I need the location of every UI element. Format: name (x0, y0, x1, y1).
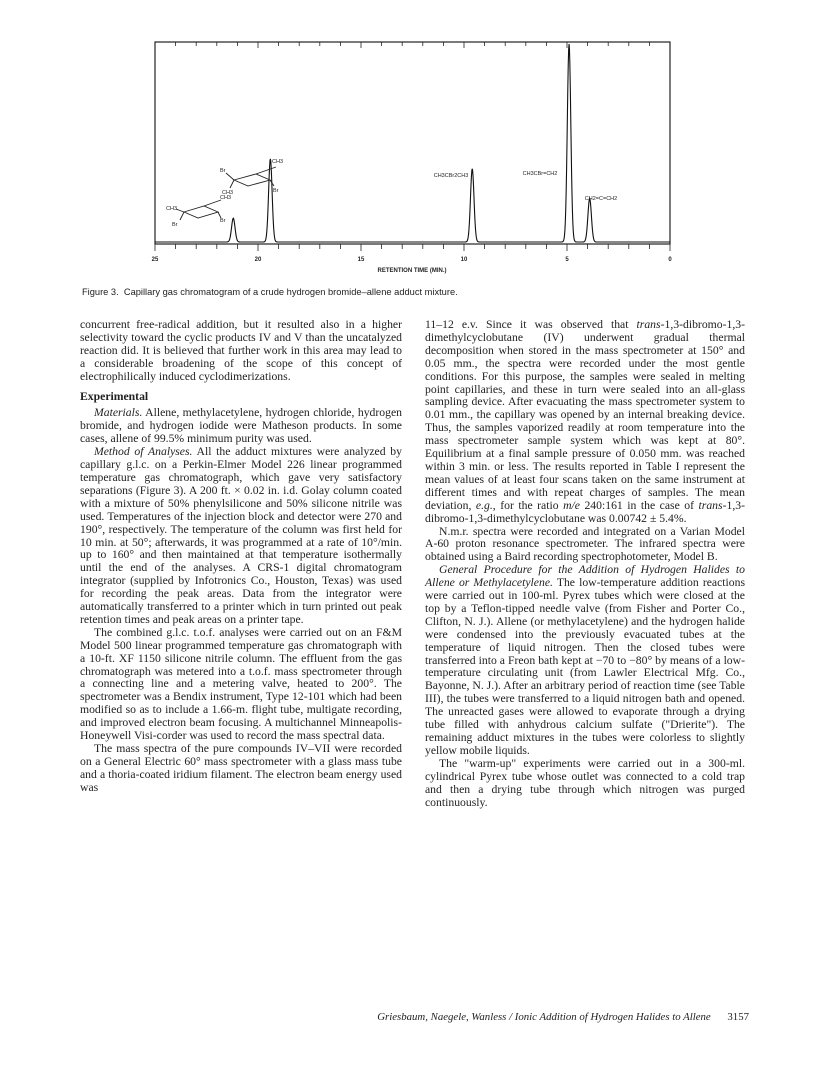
ring-upper (234, 174, 270, 186)
paragraph-intro: concurrent free-radical addition, but it resulted also in a higher selectivity toward the cyclic products IV and V than the uncatalyzed reaction did. It is believed that further work in this area may lead to a considerable broadening of the scope of this concept of electrophilically induced cyclodimerizations. (80, 318, 402, 383)
right-column (425, 319, 745, 809)
bond-ch3-lower (230, 180, 234, 188)
bond-ch3-upper (256, 167, 276, 174)
top-ticks (155, 42, 670, 48)
atom-ch3-lower-right: CH3 (220, 195, 232, 201)
x-tick-label: 10 (460, 257, 468, 263)
text-run: -1,3-dibromo-1,3-dimethylcyclobutane was 0.00742 ± 5.4%. (425, 498, 745, 525)
structure-dibromo-dimethylcyclobutane-lower (176, 200, 221, 220)
paragraph-electron-energy (425, 319, 745, 526)
bottom-ticks (155, 244, 670, 251)
atom-ch3-lower-left: CH3 (166, 206, 178, 212)
atom-ch3-top: CH3 (272, 159, 284, 165)
paragraph-materials (80, 407, 402, 446)
atom-br-left: Br (220, 168, 226, 174)
peak-label-ch3cbr2ch3: CH3CBr2CH3 (433, 173, 469, 179)
paragraph-mass-spectra: The mass spectra of the pure compounds IV–VII were recorded on a General Electric 60° mass spectrometer with a glass mass tube and a thoria-coated iridium filament. The electron beam energy used was (80, 742, 402, 794)
atom-br-right: Br (273, 188, 279, 194)
text-run: -1,3-dibromo-1,3-dimethylcyclobutane (IV) underwent gradual thermal decomposition when stored in the mass spectrometer at 150° and 0.05 mm., the spectra were recorded under the most gentle conditions. For this purpose, the samples were sealed in melting point capillaries, and these in turn were sealed into an all-glass sampling device. After evacuating the mass spectrometer system to 0.01 mm., the capillary was opened by an internal breaking device. Thus, the samples vaporized readily at room temperature into the mass spectrometer sample system which was kept at 80°. Equilibrium at a final sample pressure of 0.050 mm. was reached within 3 min. or less. The results reported in Table I represent the mean values of at least four scans taken on the same instrument at different times and with repeat charges of samples. The mean deviation, (425, 318, 745, 512)
running-citation: Griesbaum, Naegele, Wanless / Ionic Addition of Hydrogen Halides to Allene (377, 1011, 711, 1023)
x-tick-label: 20 (254, 257, 262, 263)
bond-br-left-2 (180, 212, 184, 220)
figure-caption (82, 287, 458, 297)
text-run: , for the ratio (492, 498, 564, 512)
paragraph-method (80, 446, 402, 627)
figure-caption-text: Capillary gas chromatogram of a crude hydrogen bromide–allene adduct mixture. (123, 287, 458, 297)
atom-br-lower-right: Br (220, 218, 226, 224)
bond-ch3-left-2 (176, 209, 184, 212)
materials-text: Allene, methylacetylene, hydrogen chloride, hydrogen bromide, and hydrogen iodide were Matheson products. In some cases, allene of 99.5% minimum purity was used. (80, 406, 402, 446)
paragraph-glc-tof: The combined g.l.c. t.o.f. analyses were carried out on an F&M Model 500 linear programmed temperature gas chromatograph with a 10-ft. XF 1150 silicone nitrile column. The effluent from the gas chromatograph was metered into a t.o.f. mass spectrometer through a connecting line and a metering valve, heated to 200°. The spectrometer was a Bendix instrument, Type 12-101 which had been modified so as to include a 1.66-m. flight tube, multigate recording, and improved electron beam focusing. A multichannel Minneapolis-Honeywell Visi-corder was used to record the mass spectral data. (80, 625, 402, 743)
method-text: All the adduct mixtures were analyzed by capillary g.l.c. on a Perkin-Elmer Model 226 linear programmed temperature gas chromatograph, which gave very satisfactory separations (Figure 3). A 200 ft. × 0.02 in. i.d. Golay column coated with a mixture of 50% phenylsilicone and 50% silicone nitrile was used. Temperatures of the injection block and detector were 270 and 190°, respectively. The temperature of the column was first held for 10 min. at 50°; afterwards, it was programmed at a rate of 10°/min. up to 160° and then maintained at that temperature isothermally until the end of the analyses. A CRS-1 digital chromatogram integrator (supplied by Infotronics Co., Houston, Texas) was used for recording the peak areas. Data from the integrator were automatically transferred to a printer which in turn printed out peak retention times and peak areas on a printer tape. (80, 445, 402, 626)
tick-labels (152, 257, 673, 263)
ring-lower (184, 206, 218, 218)
chromatogram-trace (155, 44, 670, 242)
left-column (80, 319, 402, 795)
general-procedure-text: The low-temperature addition reactions were carried out in 100-ml. Pyrex tubes which were closed at the top by a Teflon-tipped needle valve (from Fisher and Porter Co., Clifton, N. J.). Allene (or methylacetylene) and the hydrogen halide were condensed into the previously evacuated tubes at the temperature of liquid nitrogen. Then the closed tubes were transferred into a Freon bath kept at −70 to −80° by means of a low-temperature circulating unit (from Lawler Electrical Mfg. Co., Bayonne, N. J.). After an arbitrary period of reaction time (see Table III), the tubes were transferred to a liquid nitrogen bath and opened. The unreacted gases were allowed to evaporate through a drying tube filled with anhydrous calcium sulfate ("Drierite"). The remaining adduct mixtures in the tubes were colorless to slightly yellow mobile liquids. (425, 576, 746, 757)
paragraph-nmr: N.m.r. spectra were recorded and integrated on a Varian Model A-60 proton resonance spectrometer. The infrared spectra were obtained using a Baird recording spectrophotometer, Model B. (425, 524, 745, 564)
atom-br-lower-left: Br (172, 222, 178, 228)
paragraph-warm-up: The "warm-up" experiments were carried out in a 300-ml. cylindrical Pyrex tube whose outlet was connected to a cold trap and then a drying tube through which nitrogen was purged continuously. (425, 756, 745, 809)
x-tick-label: 15 (357, 257, 365, 263)
x-tick-label: 0 (668, 257, 672, 263)
paragraph-general-procedure (425, 564, 745, 758)
page-number: 3157 (727, 1011, 749, 1023)
text-run: 11–12 e.v. Since it was observed that (425, 318, 637, 331)
chromatogram-svg (80, 28, 740, 288)
text-run-italic: e.g. (475, 498, 493, 512)
method-label: Method of Analyses. (94, 445, 193, 459)
figure-caption-label: Figure 3. (82, 287, 119, 297)
text-run-italic: trans (698, 498, 723, 512)
page-footer (377, 1011, 749, 1023)
peak-label-ch3cbr-ch2: CH3CBr=CH2 (522, 171, 558, 177)
x-tick-label: 5 (565, 257, 569, 263)
general-procedure-label: General Procedure for the Addition of Hydrogen Halides to Allene or Methylacetylene. (425, 563, 745, 590)
x-tick-label: 25 (151, 257, 159, 263)
text-run: 240:161 in the case of (579, 498, 699, 512)
figure-3 (80, 28, 740, 308)
atom-ch3-left: CH3 (222, 190, 234, 196)
x-axis-label: RETENTION TIME (MIN.) (377, 268, 447, 274)
text-run-italic: m/e (563, 498, 580, 512)
materials-label: Materials. (94, 406, 143, 420)
bond-br-upper (226, 173, 234, 180)
peak-label-allene: CH2=C=CH2 (584, 196, 618, 202)
section-heading-experimental: Experimental (80, 389, 149, 403)
text-run-italic: trans (636, 318, 661, 331)
bond-ch3-right-2 (204, 200, 221, 206)
chart-frame (155, 42, 670, 244)
